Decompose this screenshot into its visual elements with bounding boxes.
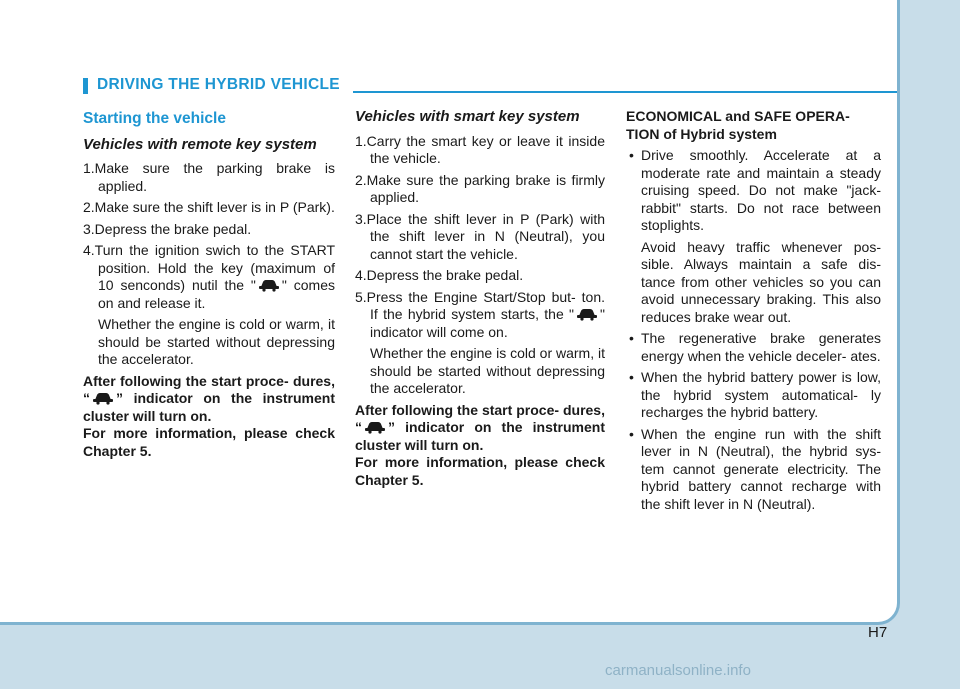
bullet-battery-recharge: • When the hybrid battery power is low, the hybrid system automatical- ly recharges the hybrid battery. [626,369,881,422]
bullet-regenerative-brake: • The regenerative brake generates energy when the vehicle deceler- ates. [626,330,881,365]
bullet-drive-smoothly: • Drive smoothly. Accelerate at a moderate rate and maintain a steady cruising speed. Do not make "jack-rabbit" starts. Do not race between stoplights. [626,147,881,235]
after-text-a: After following the start proce- dures, “ [83,372,335,406]
more-info: For more information, please check Chapter 5. [83,425,335,459]
step-5-text-b: " indicator will come on. [370,306,605,340]
column-smart-key [355,108,605,489]
step-3: 3.Place the shift lever in P (Park) with the shift lever in N (Neutral), you cannot start the vehicle. [355,210,605,262]
column-remote-key [83,108,335,460]
car-ready-icon [258,278,280,292]
bullet-avoid-traffic: Avoid heavy traffic whenever pos- sible. Always maintain a safe dis- tance from other vehicles so you can avoid unnecessary braking. This also reduces brake wear out. [641,238,881,325]
car-ready-icon [576,307,598,321]
step-1: 1.Carry the smart key or leave it inside the vehicle. [355,132,605,166]
step-4-note: Whether the engine is cold or warm, it should be started without depressing the accelerator. [98,316,335,367]
after-text-a: After following the start proce- dures, “ [355,401,605,435]
header-accent-bar [83,78,88,94]
step-4 [83,242,335,312]
watermark: carmanualsonline.info [605,662,751,679]
after-start-note [355,402,605,455]
section-title: Starting the vehicle [83,110,226,127]
bullet-neutral-warning: • When the engine run with the shift lever in N (Neutral), the hybrid sys- tem cannot generate electricity. The hybrid battery cannot recharge with the shift lever in N (Neutral). [626,426,881,514]
car-ready-icon [364,420,386,434]
step-2: 2.Make sure the shift lever is in P (Park). [83,199,335,215]
step-4: 4.Depress the brake pedal. [355,267,524,283]
header-rule [353,91,897,93]
step-1: 1.Make sure the parking brake is applied. [83,160,335,194]
section-header [83,76,897,94]
page-number: H7 [868,624,888,641]
step-4-text-b: " comes on and release it. [98,277,335,311]
after-text-b: ” indicator on the instrument cluster will turn on. [355,419,605,453]
more-info: For more information, please check Chapter 5. [355,454,605,488]
step-5-text-a: 5.Press the Engine Start/Stop but- ton. If the hybrid system starts, the " [355,288,605,322]
step-3: 3.Depress the brake pedal. [83,220,252,237]
after-text-b: ” indicator on the instrument cluster will turn on. [83,390,335,424]
subtitle-smart-key: Vehicles with smart key system [355,108,580,125]
step-5 [355,289,605,342]
after-start-note [83,373,335,426]
economical-title: ECONOMICAL and SAFE OPERA- TION of Hybrid system [626,108,850,142]
header-title: DRIVING THE HYBRID VEHICLE [97,76,340,93]
column-economical-operation [626,108,881,517]
car-ready-icon [92,391,114,405]
step-2: 2.Make sure the parking brake is firmly applied. [355,171,605,205]
step-5-note: Whether the engine is cold or warm, it should be started without depressing the accelerator. [370,345,605,396]
subtitle-remote-key: Vehicles with remote key system [83,135,317,153]
step-4-text-a: 4.Turn the ignition swich to the START position. Hold the key (maximum of 10 senconds) nutil the " [83,242,335,293]
